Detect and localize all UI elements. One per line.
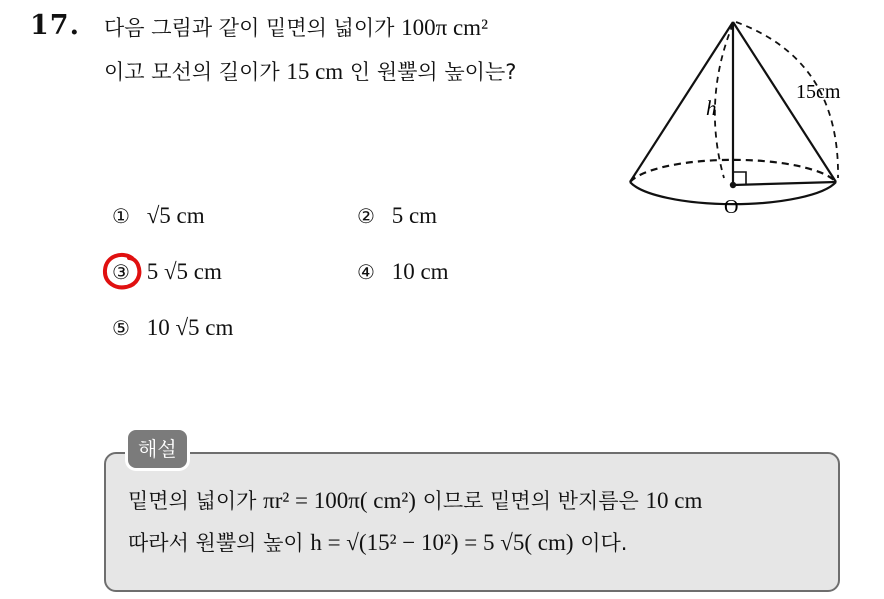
cone-left-side — [630, 22, 733, 182]
center-label: O — [724, 196, 739, 218]
option-number: ④ — [357, 260, 375, 284]
question-text: 다음 그림과 같이 밑면의 넓이가 — [104, 16, 395, 40]
cone-figure — [600, 10, 870, 225]
explanation-text: 따라서 원뿔의 높이 — [128, 531, 304, 555]
question-text: 이고 모선의 길이가 — [104, 60, 280, 84]
height-label: h — [706, 96, 717, 120]
option-value: 5 √5 cm — [146, 259, 222, 284]
explanation-line-1 — [128, 485, 702, 515]
question-line-1 — [104, 12, 488, 42]
explanation-math: πr² = 100π( cm²) — [263, 488, 416, 513]
option-number: ③ — [112, 260, 130, 284]
explanation-tag: 해설 — [128, 430, 187, 468]
option-2[interactable] — [357, 203, 437, 229]
answer-mark-stroke — [105, 255, 139, 288]
explanation-math: 10 cm — [645, 488, 703, 513]
option-value: √5 cm — [146, 203, 205, 228]
option-value: 5 cm — [391, 203, 438, 228]
explanation-box — [104, 452, 840, 592]
option-value: 10 cm — [391, 259, 449, 284]
radius-line — [733, 182, 836, 185]
question-text: 인 원뿔의 높이는? — [349, 60, 517, 84]
option-value: 10 √5 cm — [146, 315, 234, 340]
question-line-2 — [104, 56, 516, 86]
option-4[interactable] — [357, 259, 449, 285]
option-1[interactable] — [112, 203, 205, 229]
center-point — [730, 182, 736, 188]
slant-length-label: 15cm — [796, 81, 841, 103]
explanation-text: 이므로 밑면의 반지름은 — [422, 489, 639, 513]
option-number: ② — [357, 204, 375, 228]
explanation-line-2 — [128, 527, 627, 557]
option-number: ① — [112, 204, 130, 228]
question-area-value: 100π cm² — [401, 15, 488, 40]
option-5[interactable] — [112, 315, 233, 341]
explanation-text: 이다. — [580, 531, 628, 555]
answer-circle-mark — [102, 252, 144, 292]
option-number: ⑤ — [112, 316, 130, 340]
explanation-text: 밑면의 넓이가 — [128, 489, 257, 513]
question-slant-value: 15 cm — [286, 59, 344, 84]
explanation-math: h = √(15² − 10²) = 5 √5( cm) — [310, 530, 574, 555]
question-number: 17. — [30, 10, 80, 41]
